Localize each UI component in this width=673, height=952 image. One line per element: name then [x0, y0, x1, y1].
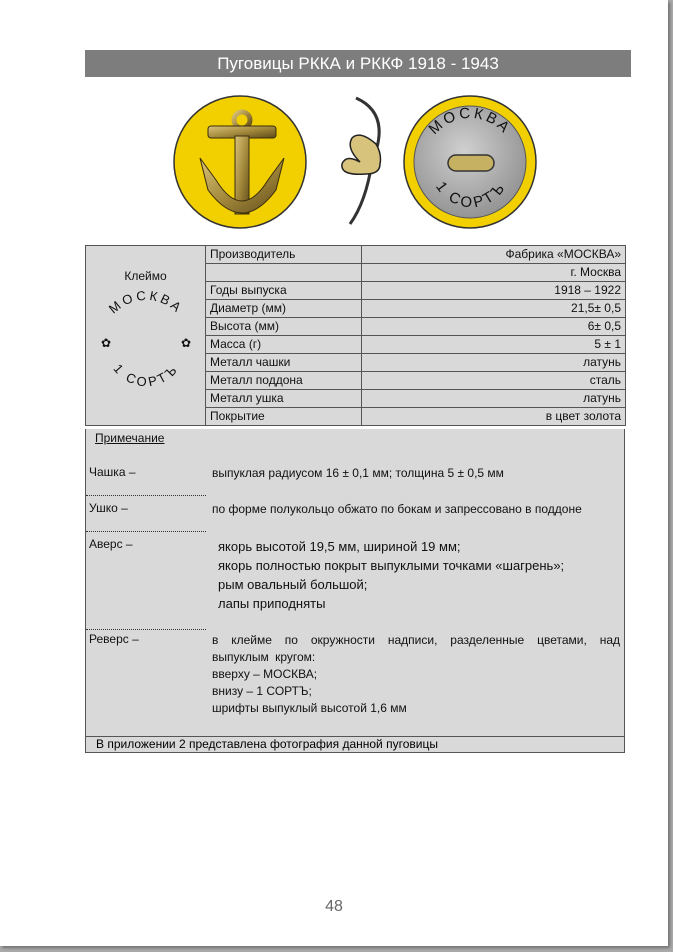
reverse-line: в клейме по окружности надписи, разделенные цветами, над выпуклым кругом: [212, 633, 620, 664]
svg-text:1 СОРТЪ [110, 361, 181, 390]
stamp-text-top: МОСКВА [105, 287, 186, 317]
reverse-stamp-bottom: 1 СОРТЪ [432, 178, 510, 212]
page-title: Пуговицы РККА и РККФ 1918 - 1943 [85, 50, 631, 77]
button-illustration [170, 94, 550, 230]
spec-label: Производитель [206, 246, 362, 264]
footer-note [85, 736, 625, 753]
obverse-line: рым овальный большой; [218, 577, 368, 592]
spec-label: Металл ушка [206, 390, 362, 408]
reverse-line: вверху – МОСКВА; [212, 667, 318, 681]
spec-value: 5 ± 1 [362, 336, 626, 354]
reverse-label: Реверс – [89, 632, 139, 646]
page-number: 48 [325, 898, 343, 915]
stamp-text-bottom: 1 СОРТЪ [109, 360, 182, 390]
shank-icon [342, 98, 381, 224]
spec-label: Годы выпуска [206, 282, 362, 300]
reverse-stamp-top: МОСКВА [425, 104, 515, 139]
obverse-text [218, 537, 620, 613]
spec-value: сталь [362, 372, 626, 390]
notes-section [85, 429, 625, 737]
spec-value: в цвет золота [362, 408, 626, 426]
spec-label: Диаметр (мм) [206, 300, 362, 318]
obverse-line: якорь полностью покрыт выпуклыми точками «шагрень»; [218, 558, 565, 573]
flower-icon: ✿ [100, 336, 111, 350]
spec-label: Высота (мм) [206, 318, 362, 336]
obverse-line: лапы приподняты [218, 596, 326, 611]
cup-text: выпуклая радиусом 16 ± 0,1 мм; толщина 5 ± 0,5 мм [212, 466, 504, 480]
obverse-face [174, 96, 306, 228]
spec-label: Покрытие [206, 408, 362, 426]
stamp-cell [86, 246, 206, 426]
stamp-mark-icon [91, 285, 201, 395]
spec-label: Металл чашки [206, 354, 362, 372]
divider [86, 495, 206, 496]
spec-value: 1918 – 1922 [362, 282, 626, 300]
svg-text:МОСКВА [105, 288, 186, 317]
divider [86, 629, 206, 630]
spec-value: г. Москва [362, 264, 626, 282]
reverse-text [212, 632, 620, 717]
spec-value: 6± 0,5 [362, 318, 626, 336]
reverse-line: внизу – 1 СОРТЪ; [212, 684, 312, 698]
spec-label: Металл поддона [206, 372, 362, 390]
flower-icon: ✿ [180, 336, 191, 350]
cup-label: Чашка – [89, 465, 136, 479]
obverse-label: Аверс – [89, 537, 133, 551]
reverse-face [404, 96, 536, 228]
spec-value: латунь [362, 390, 626, 408]
stamp-label: Клеймо [124, 269, 167, 283]
spec-label [206, 264, 362, 282]
spec-value: Фабрика «МОСКВА» [362, 246, 626, 264]
obverse-line: якорь высотой 19,5 мм, шириной 19 мм; [218, 539, 461, 554]
loop-text: по форме полукольцо обжато по бокам и запрессовано в поддоне [212, 502, 582, 516]
spec-value: 21,5± 0,5 [362, 300, 626, 318]
divider [86, 531, 206, 532]
reverse-line: шрифты выпуклый высотой 1,6 мм [212, 701, 407, 715]
footer-text: В приложении 2 представлена фотография данной пуговицы [96, 737, 438, 751]
specs-table [85, 245, 626, 426]
spec-value: латунь [362, 354, 626, 372]
spec-label: Масса (г) [206, 336, 362, 354]
loop-label: Ушко – [89, 501, 128, 515]
notes-heading: Примечание [95, 431, 165, 445]
